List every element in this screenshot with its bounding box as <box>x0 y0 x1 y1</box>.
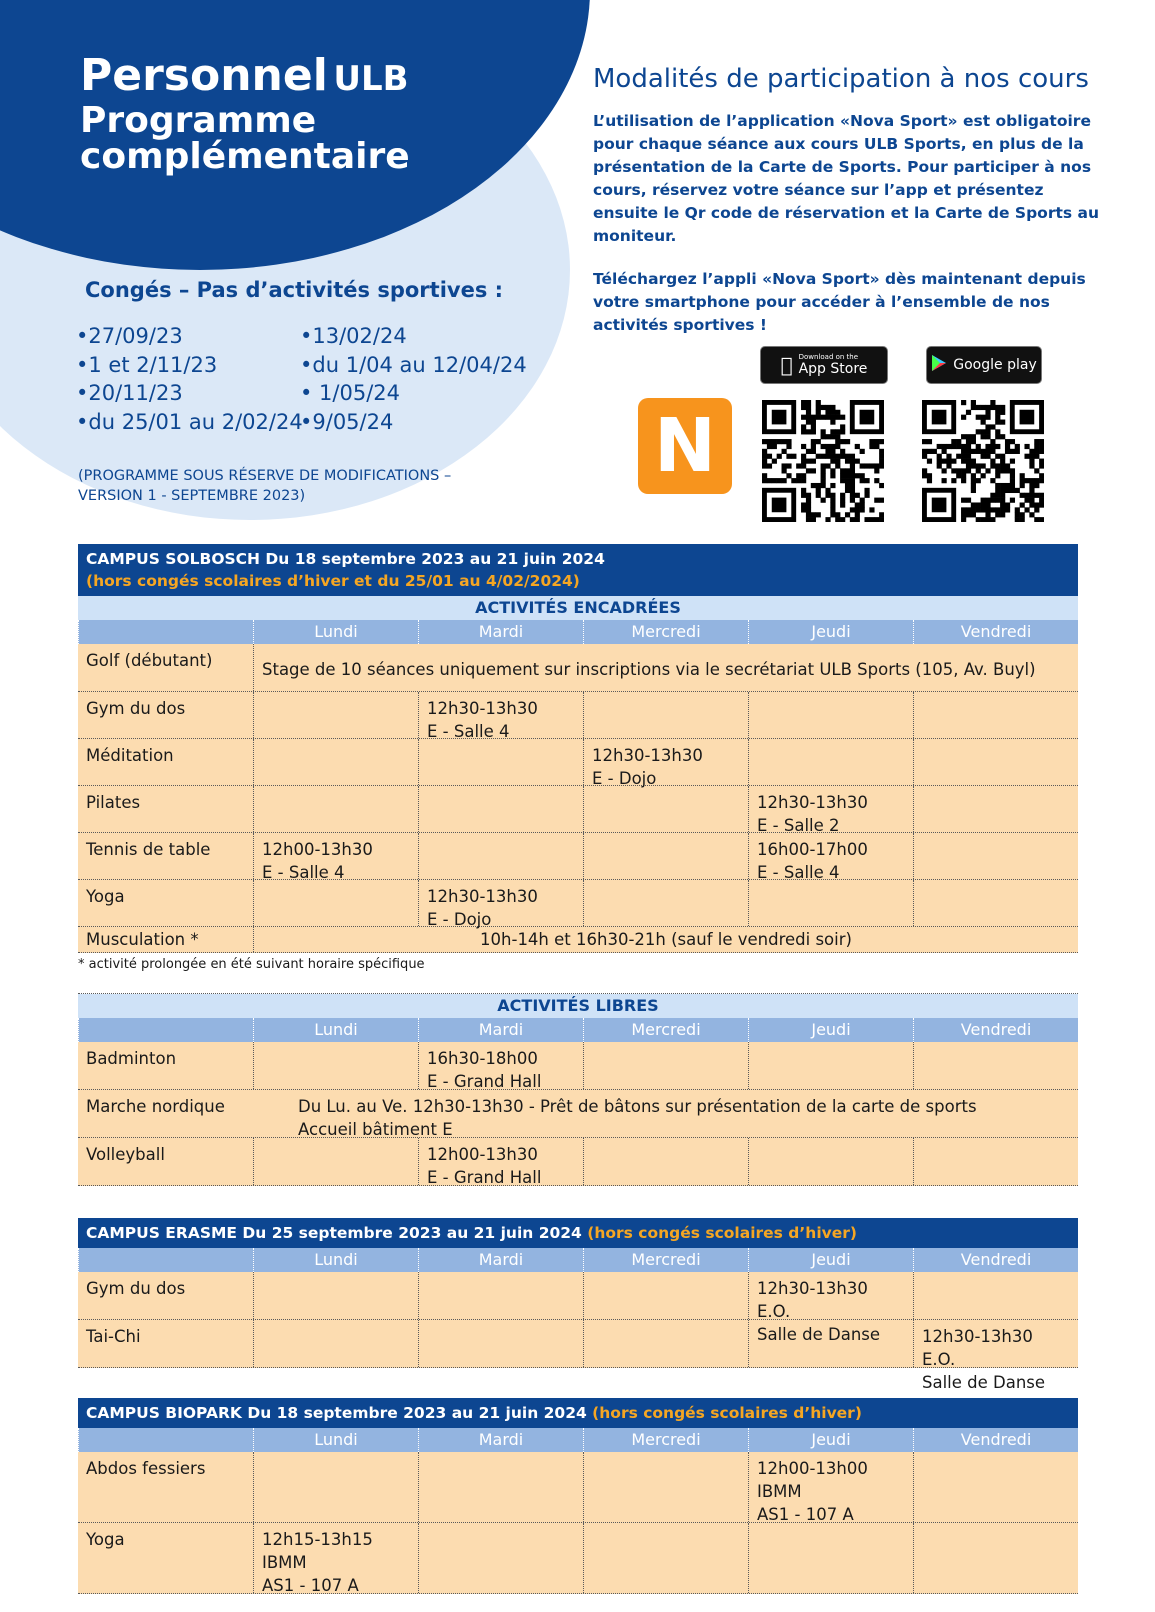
day-header: Lundi <box>253 1428 418 1452</box>
activity-name: Gym du dos <box>86 699 186 718</box>
footnote: * activité prolongée en été suivant horaire spécifique <box>78 957 425 972</box>
day-header: Mardi <box>418 1248 583 1272</box>
schedule-cell <box>253 786 418 832</box>
day-header: Mercredi <box>583 1248 748 1272</box>
day-header: Lundi <box>253 620 418 644</box>
day-header: Jeudi <box>748 1248 913 1272</box>
modalites-paragraph-2: Téléchargez l’appli «Nova Sport» dès maintenant depuis votre smartphone pour accéder à l’ensemble de nos activités sportives ! <box>593 270 1086 334</box>
conges-date: •27/09/23 <box>76 324 183 348</box>
schedule-cell <box>583 1272 748 1319</box>
schedule-cell <box>253 1042 418 1089</box>
schedule-cell <box>913 739 1078 785</box>
table-row <box>78 1452 1078 1523</box>
schedule-cell <box>253 739 418 785</box>
activity-name: Marche nordique <box>86 1097 225 1116</box>
schedule-cell <box>253 1320 418 1367</box>
conges-date: •du 25/01 au 2/02/24 <box>76 409 303 434</box>
day-header-empty <box>78 1428 253 1452</box>
schedule-cell <box>748 1138 913 1185</box>
activity-name: Golf (débutant) <box>86 651 213 670</box>
schedule-cell: 12h00-13h30 E - Salle 4 <box>253 833 418 879</box>
days-header <box>78 1018 1078 1042</box>
modalites-paragraph-1: L’utilisation de l’application «Nova Sport» est obligatoire pour chaque séance aux cours ULB Sports, en plus de la présentation de la Carte de Sports. Pour participer à nos cours, réservez votre séance sur l’app et présentez ensuite le Qr code de réservation et la Carte de Sports au moniteur. <box>593 112 1099 245</box>
schedule-cell: 16h30-18h00 E - Grand Hall <box>418 1042 583 1089</box>
table-row <box>78 1138 1078 1186</box>
activity-name: Volleyball <box>86 1145 165 1164</box>
reserve-line: VERSION 1 - SEPTEMBRE 2023) <box>78 488 306 504</box>
marche-text <box>253 1090 1078 1137</box>
table-row <box>78 1320 1078 1392</box>
schedule-cell <box>583 1452 748 1522</box>
erasme-subtitle: (hors congés scolaires d’hiver) <box>587 1224 857 1242</box>
biopark-table <box>78 1398 1078 1594</box>
conges-date: • 1/05/24 <box>300 381 401 405</box>
schedule-cell <box>913 692 1078 738</box>
day-header-empty <box>78 620 253 644</box>
day-header: Mardi <box>418 1428 583 1452</box>
activity-name: Tai-Chi <box>86 1327 141 1346</box>
schedule-cell <box>253 1138 418 1185</box>
schedule-cell: 12h30-13h30 E - Dojo <box>583 739 748 785</box>
app-store-button[interactable] <box>760 346 888 384</box>
day-header: Mercredi <box>583 1018 748 1042</box>
conges-date: •du 1/04 au 12/04/24 <box>300 352 527 377</box>
activity-name: Musculation * <box>86 930 199 949</box>
schedule-cell <box>418 833 583 879</box>
app-store-qr-code <box>762 400 884 522</box>
schedule-cell <box>253 692 418 738</box>
schedule-cell <box>583 1042 748 1089</box>
day-header: Mardi <box>418 620 583 644</box>
reserve-line: (PROGRAMME SOUS RÉSERVE DE MODIFICATIONS – <box>78 468 452 484</box>
schedule-cell <box>583 1320 748 1367</box>
schedule-cell <box>748 880 913 926</box>
marche-line: Accueil bâtiment E <box>298 1120 453 1139</box>
schedule-cell: 12h00-13h30 E - Grand Hall <box>418 1138 583 1185</box>
biopark-rows <box>78 1452 1078 1594</box>
schedule-cell <box>418 1452 583 1522</box>
day-header: Jeudi <box>748 620 913 644</box>
schedule-cell <box>913 1523 1078 1593</box>
schedule-cell <box>913 1272 1078 1319</box>
play-icon <box>931 354 947 376</box>
table-row <box>78 644 1078 692</box>
conges-heading: Congés – Pas d’activités sportives : <box>85 278 504 302</box>
biopark-subtitle: (hors congés scolaires d’hiver) <box>592 1404 862 1422</box>
schedule-cell <box>748 1320 913 1367</box>
solbosch-subtitle: (hors congés scolaires d’hiver et du 25/01 au 4/02/2024) <box>86 572 580 590</box>
activity-name: Méditation <box>86 746 174 765</box>
day-header: Mercredi <box>583 1428 748 1452</box>
day-header: Lundi <box>253 1248 418 1272</box>
conges-date: •1 et 2/11/23 <box>76 352 218 377</box>
schedule-cell <box>418 1523 583 1593</box>
erasme-table <box>78 1218 1078 1392</box>
schedule-cell: 12h30-13h30 E - Salle 2 <box>748 786 913 832</box>
google-play-button[interactable] <box>926 346 1042 384</box>
activity-name: Tennis de table <box>86 840 211 859</box>
day-header-empty <box>78 1018 253 1042</box>
activity-name: Abdos fessiers <box>86 1459 206 1478</box>
schedule-cell <box>748 1523 913 1593</box>
schedule-cell <box>418 1272 583 1319</box>
google-play-label: Google play <box>953 357 1037 373</box>
table-row <box>78 1523 1078 1594</box>
table-row <box>78 786 1078 833</box>
schedule-cell <box>748 1042 913 1089</box>
schedule-cell <box>748 739 913 785</box>
activity-name: Pilates <box>86 793 141 812</box>
schedule-cell <box>253 1452 418 1522</box>
schedule-cell <box>583 1523 748 1593</box>
day-header: Jeudi <box>748 1018 913 1042</box>
solbosch-table <box>78 544 1078 1186</box>
activity-name: Yoga <box>86 1530 125 1549</box>
day-header: Vendredi <box>913 620 1078 644</box>
table-row <box>78 927 1078 953</box>
modalites-heading: Modalités de participation à nos cours <box>593 64 1089 94</box>
reserve-note <box>78 466 451 506</box>
conges-date: •20/11/23 <box>76 381 183 405</box>
table-row <box>78 880 1078 927</box>
table-row <box>78 739 1078 786</box>
day-header: Vendredi <box>913 1428 1078 1452</box>
apple-icon <box>781 353 793 377</box>
schedule-cell <box>253 1272 418 1319</box>
conges-list-left <box>76 322 303 436</box>
biopark-title: CAMPUS BIOPARK Du 18 septembre 2023 au 21 juin 2024 <box>86 1404 593 1422</box>
erasme-title: CAMPUS ERASME Du 25 septembre 2023 au 21 juin 2024 <box>86 1224 588 1242</box>
volleyball-row-wrap <box>78 1138 1078 1186</box>
schedule-cell <box>583 1138 748 1185</box>
day-header: Mercredi <box>583 620 748 644</box>
day-header: Vendredi <box>913 1018 1078 1042</box>
conges-list-right <box>300 322 527 436</box>
marche-line: Du Lu. au Ve. 12h30-13h30 - Prêt de bâtons sur présentation de la carte de sports <box>298 1097 977 1116</box>
nova-sport-logo <box>638 398 732 494</box>
schedule-cell <box>748 692 913 738</box>
schedule-cell <box>913 880 1078 926</box>
table-row <box>78 1042 1078 1090</box>
activites-libres-heading: ACTIVITÉS LIBRES <box>78 994 1078 1018</box>
schedule-cell <box>253 880 418 926</box>
biopark-header <box>78 1398 1078 1428</box>
table-row <box>78 692 1078 739</box>
page-title: Personnel ULB Programme complémentaire <box>80 50 410 177</box>
solbosch-rows <box>78 692 1078 927</box>
conges-date: •13/02/24 <box>300 324 407 348</box>
schedule-cell <box>583 786 748 832</box>
table-row <box>78 833 1078 880</box>
schedule-cell <box>583 692 748 738</box>
erasme-rows <box>78 1272 1078 1392</box>
musculation-text: 10h-14h et 16h30-21h (sauf le vendredi soir) <box>253 927 1078 952</box>
schedule-cell: 12h30-13h30 E - Salle 4 <box>418 692 583 738</box>
schedule-cell: 12h15-13h15 IBMM AS1 - 107 A <box>253 1523 418 1593</box>
nova-logo-letter: N <box>654 403 716 489</box>
table-row <box>78 1090 1078 1138</box>
schedule-cell <box>913 1138 1078 1185</box>
days-header <box>78 1248 1078 1272</box>
activity-name: Yoga <box>86 887 125 906</box>
schedule-cell <box>913 786 1078 832</box>
schedule-cell: 12h30-13h30 E - Dojo <box>418 880 583 926</box>
app-store-label: App Store <box>792 361 862 377</box>
solbosch-title: CAMPUS SOLBOSCH Du 18 septembre 2023 au 21 juin 2024 <box>86 550 605 568</box>
schedule-cell <box>583 880 748 926</box>
day-header: Vendredi <box>913 1248 1078 1272</box>
activites-encadrees-heading: ACTIVITÉS ENCADRÉES <box>78 596 1078 620</box>
google-play-qr-code <box>922 400 1044 522</box>
day-header: Jeudi <box>748 1428 913 1452</box>
schedule-cell <box>418 1320 583 1367</box>
schedule-cell <box>913 1042 1078 1089</box>
days-header <box>78 1428 1078 1452</box>
app-store-caption: Download on the <box>792 353 853 361</box>
schedule-cell: 16h00-17h00 E - Salle 4 <box>748 833 913 879</box>
schedule-cell <box>583 833 748 879</box>
day-header: Lundi <box>253 1018 418 1042</box>
activity-name: Badminton <box>86 1049 177 1068</box>
activity-name: Gym du dos <box>86 1279 186 1298</box>
schedule-cell <box>418 786 583 832</box>
schedule-cell <box>913 1452 1078 1522</box>
schedule-cell: 12h30-13h30 E.O. Salle de Danse <box>913 1320 1078 1367</box>
schedule-cell: 12h00-13h00 IBMM AS1 - 107 A <box>748 1452 913 1522</box>
solbosch-header <box>78 544 1078 596</box>
golf-text: Stage de 10 séances uniquement sur inscriptions via le secrétariat ULB Sports (105, Av. Buyl) <box>253 644 1078 691</box>
erasme-header <box>78 1218 1078 1248</box>
conges-date: •9/05/24 <box>300 409 394 434</box>
day-header: Mardi <box>418 1018 583 1042</box>
badminton-row-wrap <box>78 1042 1078 1090</box>
day-header-empty <box>78 1248 253 1272</box>
schedule-cell: 12h30-13h30 E.O. Salle de Danse <box>748 1272 913 1319</box>
schedule-cell <box>913 833 1078 879</box>
schedule-cell <box>418 739 583 785</box>
days-header <box>78 620 1078 644</box>
